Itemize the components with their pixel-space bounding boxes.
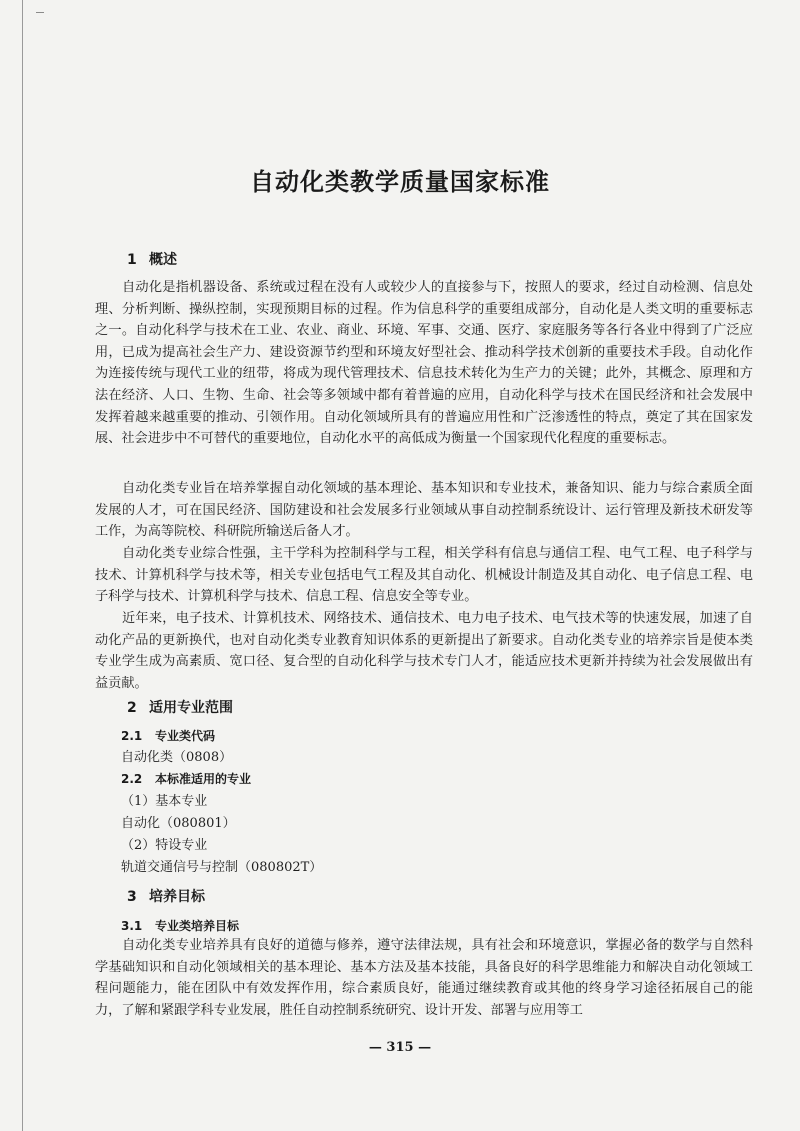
scan-mark	[36, 12, 44, 13]
category-code-line: 自动化类（0808）	[121, 750, 233, 765]
subsection-number: 2.2	[121, 772, 143, 786]
subsection-title: 本标准适用的专业	[155, 772, 252, 786]
subsection-2-1-heading	[121, 727, 215, 744]
paragraph-training-goal: 自动化类专业培养具有良好的道德与修养，遵守法律法规，具有社会和环境意识，掌握必备的数学与自然科学基础知识和自动化领域相关的基本理论、基本方法及基本技能，具备良好的科学思维能力和解决自动化领域工程问题能力，能在团队中有效发挥作用，综合素质良好，能通过继续教育或其他的终身学习途径拓展自己的能力，了解和紧跟学科专业发展，胜任自动控制系统研究、设计开发、部署与应用等工	[95, 938, 753, 1018]
subsection-title: 专业类培养目标	[155, 919, 240, 933]
section-2-heading	[127, 697, 233, 717]
page-number: — 315 —	[368, 1040, 432, 1055]
special-major-item: 轨道交通信号与控制（080802T）	[121, 860, 323, 875]
subsection-2-2-heading	[121, 770, 251, 787]
section-title: 概述	[149, 252, 177, 268]
section-number: 2	[127, 700, 137, 716]
special-major-label: （2）特设专业	[121, 838, 208, 853]
document-title: 自动化类教学质量国家标准	[250, 168, 550, 196]
section-1-heading	[127, 249, 177, 269]
section-number: 3	[127, 889, 137, 905]
paragraph-overview-2: 自动化类专业旨在培养掌握自动化领域的基本理论、基本知识和专业技术，兼备知识、能力与综合素质全面发展的人才，可在国民经济、国防建设和社会发展多行业领域从事自动控制系统设计、运行管理及新技术研发等工作，为高等院校、科研院所输送后备人才。	[95, 481, 753, 540]
basic-major-label: （1）基本专业	[121, 794, 208, 809]
subsection-3-1-heading	[121, 917, 239, 934]
subsection-number: 3.1	[121, 919, 143, 933]
section-title: 培养目标	[149, 889, 205, 905]
subsection-number: 2.1	[121, 729, 143, 743]
section-number: 1	[127, 252, 137, 268]
basic-major-item: 自动化（080801）	[121, 816, 236, 831]
paragraph-overview-4: 近年来，电子技术、计算机技术、网络技术、通信技术、电力电子技术、电气技术等的快速发展，加速了自动化产品的更新换代，也对自动化类专业教育知识体系的更新提出了新要求。自动化类专业的培养宗旨是使本类专业学生成为高素质、宽口径、复合型的自动化科学与技术专门人才，能适应技术更新并持续为社会发展做出有益贡献。	[95, 611, 753, 691]
paragraph-overview-1: 自动化是指机器设备、系统或过程在没有人或较少人的直接参与下，按照人的要求，经过自动检测、信息处理、分析判断、操纵控制，实现预期目标的过程。作为信息科学的重要组成部分，自动化是人类文明的重要标志之一。自动化科学与技术在工业、农业、商业、环境、军事、交通、医疗、家庭服务等各行各业中得到了广泛应用，已成为提高社会生产力、建设资源节约型和环境友好型社会、推动科学技术创新的重要技术手段。自动化作为连接传统与现代工业的纽带，将成为现代管理技术、信息技术转化为生产力的关键；此外，其概念、原理和方法在经济、人口、生物、生命、社会等多领域中都有着普遍的应用，自动化科学与技术在国民经济和社会发展中发挥着越来越重要的推动、引领作用。自动化领域所具有的普遍应用性和广泛渗透性的特点，奠定了其在国家发展、社会进步中不可替代的重要地位，自动化水平的高低成为衡量一个国家现代化程度的重要标志。	[95, 280, 753, 447]
paragraph-overview-3: 自动化类专业综合性强，主干学科为控制科学与工程，相关学科有信息与通信工程、电气工程、电子科学与技术、计算机科学与技术等，相关专业包括电气工程及其自动化、机械设计制造及其自动化、电子信息工程、电子科学与技术、计算机科学与技术、信息工程、信息安全等专业。	[95, 546, 753, 605]
subsection-title: 专业类代码	[155, 729, 216, 743]
section-3-heading	[127, 886, 205, 906]
section-title: 适用专业范围	[149, 700, 233, 716]
